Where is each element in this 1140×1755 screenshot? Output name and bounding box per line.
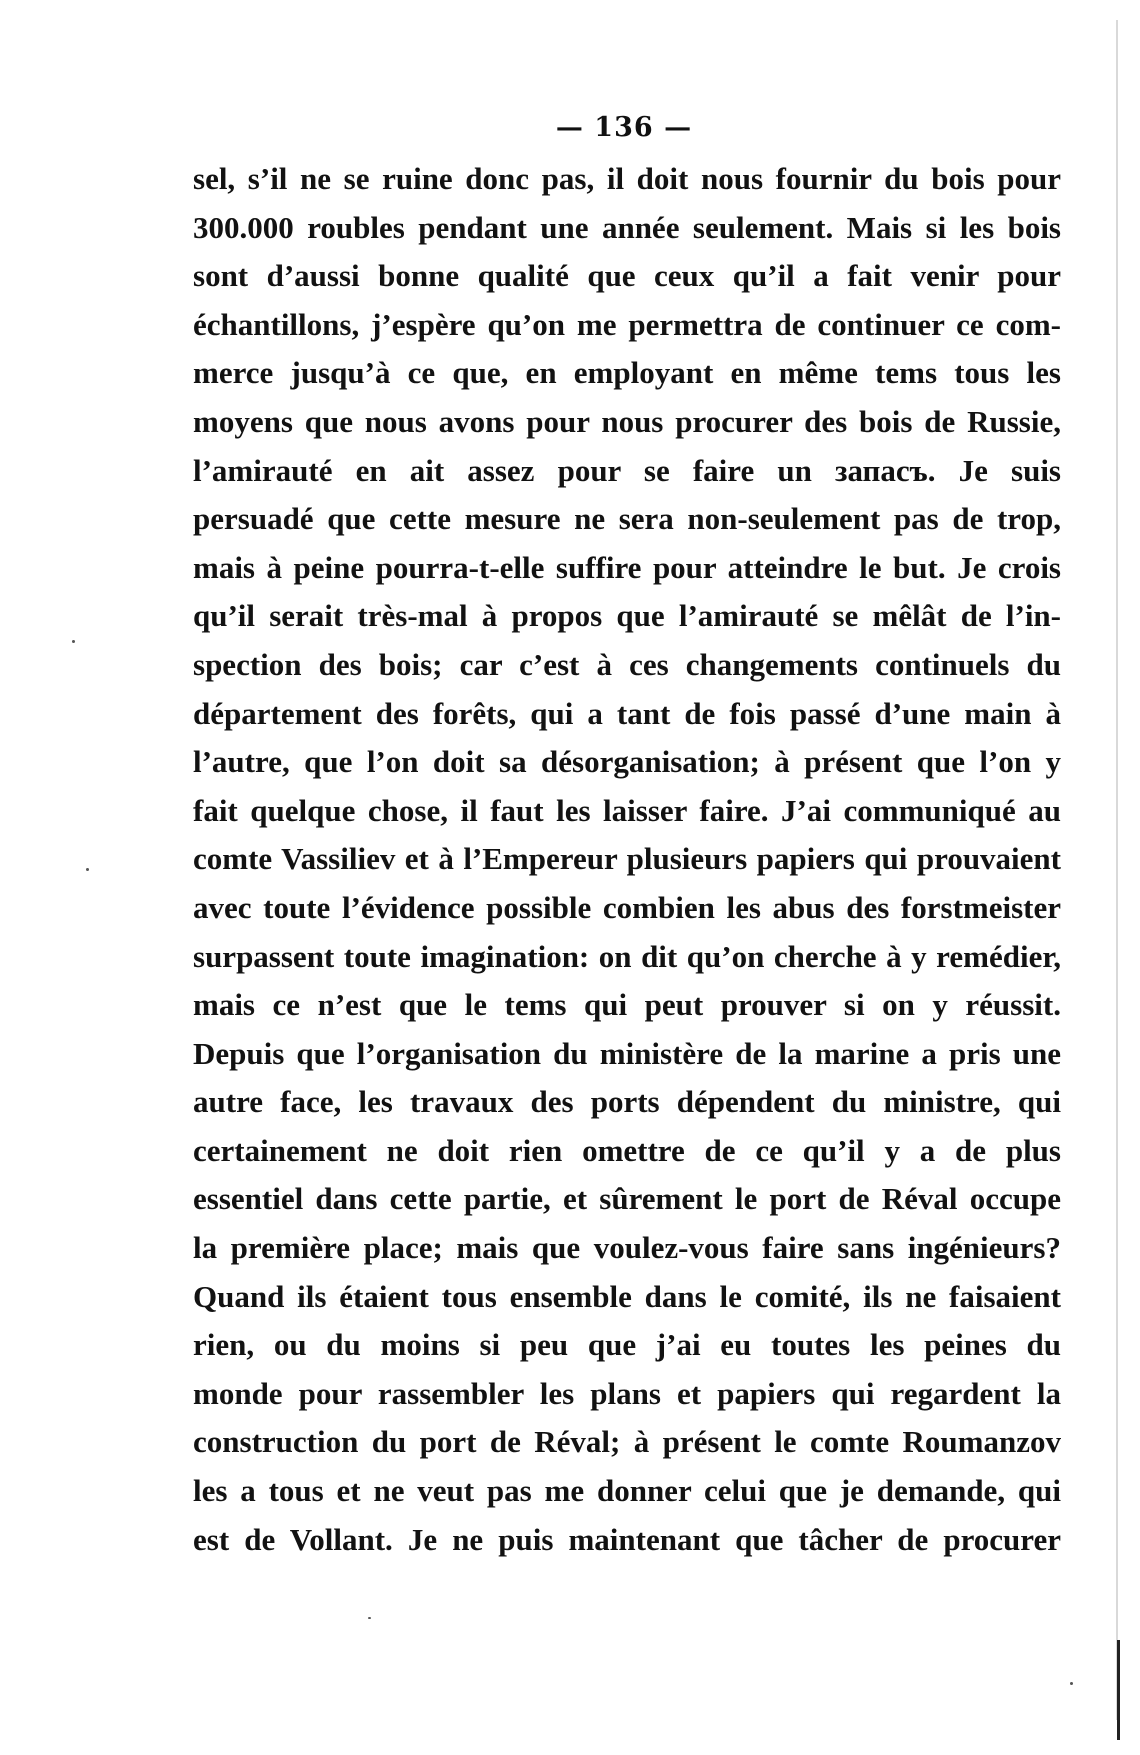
text-line: comte Vassiliev et à l’Empereur plusieurs papiers qui prouvaient xyxy=(193,841,1061,877)
text-line: l’amirauté en ait assez pour se faire un запасъ. Je suis xyxy=(193,452,1061,488)
text-line: la première place; mais que voulez-vous faire sans ingénieurs? xyxy=(193,1230,1061,1266)
scan-speck xyxy=(86,868,89,871)
text-line: mais à peine pourra-t-elle suffire pour atteindre le but. Je crois xyxy=(193,549,1061,585)
text-line: monde pour rassembler les plans et papiers qui regardent la xyxy=(193,1375,1061,1411)
text-line: essentiel dans cette partie, et sûrement le port de Réval occupe xyxy=(193,1181,1061,1217)
scan-speck xyxy=(72,640,75,643)
text-line: persuadé que cette mesure ne sera non-seulement pas de trop, xyxy=(193,501,1061,537)
text-line: Depuis que l’organisation du ministère de la marine a pris une xyxy=(193,1035,1061,1071)
page-edge-mark xyxy=(1117,1640,1120,1740)
page-edge-line xyxy=(1116,20,1118,1720)
text-line: les a tous et ne veut pas me donner celui que je demande, qui xyxy=(193,1473,1061,1509)
text-line: mais ce n’est que le tems qui peut prouver si on y réussit. xyxy=(193,987,1061,1023)
text-line: qu’il serait très-mal à propos que l’amirauté se mêlât de l’in- xyxy=(193,598,1061,634)
text-line: surpassent toute imagination: on dit qu’on cherche à y remédier, xyxy=(193,938,1061,974)
page-number: — 136 — xyxy=(555,112,693,143)
text-line: Quand ils étaient tous ensemble dans le comité, ils ne faisaient xyxy=(193,1278,1061,1314)
body-text xyxy=(193,155,1061,1564)
text-line: fait quelque chose, il faut les laisser faire. J’ai communiqué au xyxy=(193,792,1061,828)
text-line: échantillons, j’espère qu’on me permettra de continuer ce com- xyxy=(193,306,1061,342)
text-line: l’autre, que l’on doit sa désorganisation; à présent que l’on y xyxy=(193,744,1061,780)
text-line: sont d’aussi bonne qualité que ceux qu’il a fait venir pour xyxy=(193,258,1061,294)
text-line: merce jusqu’à ce que, en employant en même tems tous les xyxy=(193,355,1061,391)
scan-speck xyxy=(1070,1682,1073,1685)
scan-speck xyxy=(368,1617,371,1619)
text-line: autre face, les travaux des ports dépendent du ministre, qui xyxy=(193,1084,1061,1120)
text-line: moyens que nous avons pour nous procurer des bois de Russie, xyxy=(193,403,1061,439)
text-line: sel, s’il ne se ruine donc pas, il doit nous fournir du bois pour xyxy=(193,161,1061,196)
text-line: département des forêts, qui a tant de fois passé d’une main à xyxy=(193,695,1061,731)
text-line: avec toute l’évidence possible combien les abus des forstmeister xyxy=(193,889,1061,925)
text-line: est de Vollant. Je ne puis maintenant que tâcher de procurer xyxy=(193,1521,1061,1557)
text-line: construction du port de Réval; à présent le comte Roumanzov xyxy=(193,1424,1061,1460)
text-line: certainement ne doit rien omettre de ce qu’il y a de plus xyxy=(193,1132,1061,1168)
text-line: rien, ou du moins si peu que j’ai eu toutes les peines du xyxy=(193,1327,1061,1363)
text-line: spection des bois; car c’est à ces changements continuels du xyxy=(193,646,1061,682)
text-line: 300.000 roubles pendant une année seulement. Mais si les bois xyxy=(193,209,1061,245)
